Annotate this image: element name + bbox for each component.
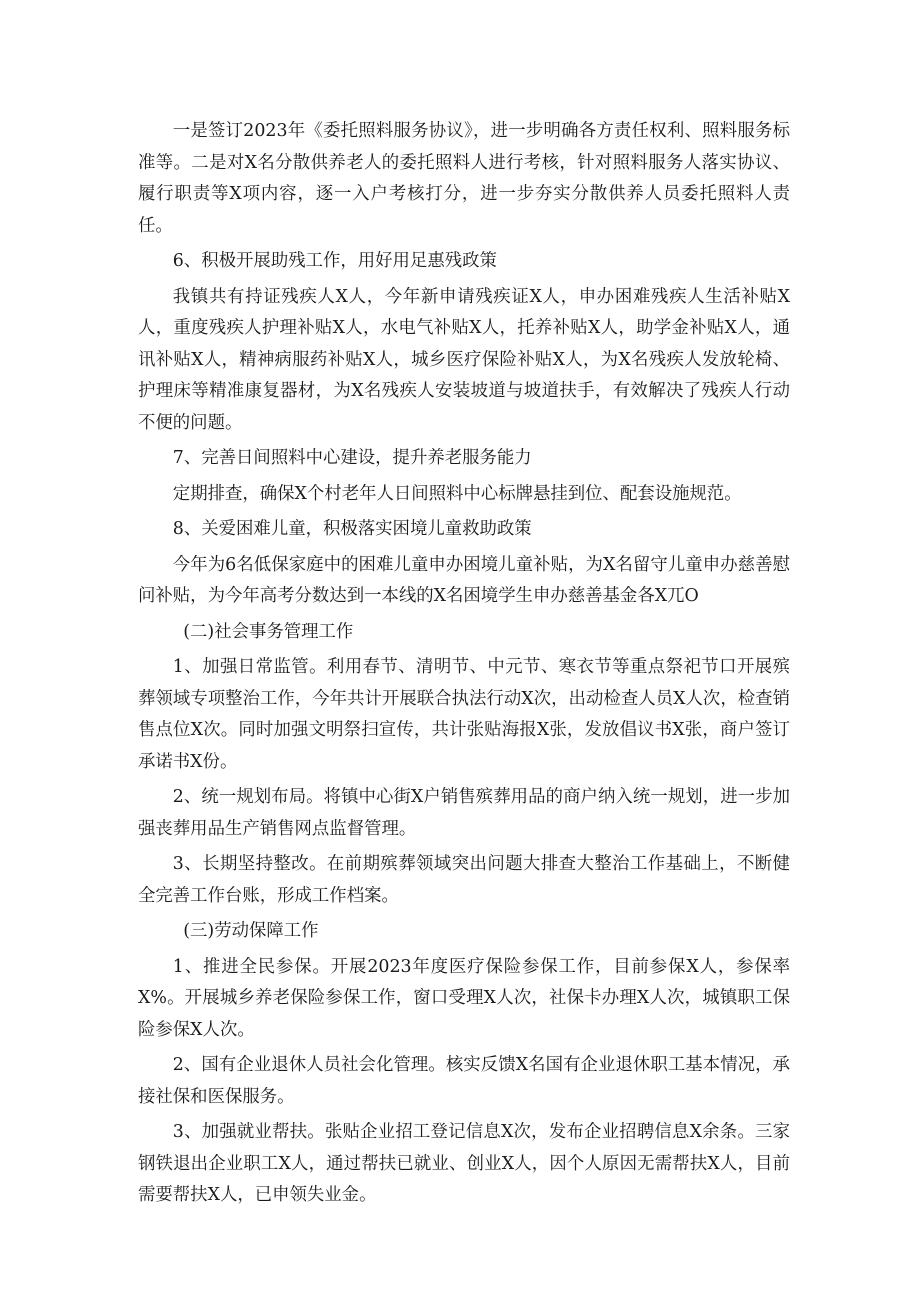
paragraph-insurance-enrollment: 1、推进全民参保。开展2023年度医疗保险参保工作，目前参保X人，参保率X%。开展城乡养老保险参保工作，窗口受理X人次，社保卡办理X人次，城镇职工保险参保X人次。 (138, 956, 790, 1040)
document-page (138, 116, 790, 1212)
paragraph-disability-subsidies: 我镇共有持证残疾人X人，今年新申请残疾证X人，申办困难残疾人生活补贴X人，重度残疾人护理补贴X人，水电气补贴X人，托养补贴X人，助学金补贴X人，通讯补贴X人，精神病服药补贴X人，城乡医疗保险补贴X人，为X名残疾人发放轮椅、护理床等精准康复器材，为X名残疾人安装坡道与坡道扶手，有效解决了残疾人行动不便的问题。 (138, 286, 790, 433)
section-title-social-affairs: (二)社会事务管理工作 (183, 621, 354, 642)
heading-children-care: 8、关爱困难儿童，积极落实困境儿童救助政策 (172, 519, 532, 539)
paragraph-rectification: 3、长期坚持整改。在前期殡葬领域突出问题大排查大整治工作基础上，不断健全完善工作台账，形成工作档案。 (138, 854, 790, 906)
heading-disability-assistance: 6、积极开展助残工作，用好用足惠残政策 (172, 251, 497, 271)
paragraph-daily-supervision: 1、加强日常监管。利用春节、清明节、中元节、寒衣节等重点祭祀节口开展殡葬领域专项整治工作，今年共计开展联合执法行动X次，出动检查人员X人次，检查销售点位X次。同时加强文明祭扫宣传，共计张贴海报X张，发放倡议书X张，商户签订承诺书X份。 (138, 657, 790, 772)
section-title-labor-security: (三)劳动保障工作 (183, 921, 319, 941)
paragraph-day-care-inspection: 定期排查，确保X个村老年人日间照料中心标牌悬挂到位、配套设施规范。 (172, 483, 742, 504)
paragraph-retiree-management: 2、国有企业退休人员社会化管理。核实反馈X名国有企业退休职工基本情况，承接社保和医保服务。 (138, 1055, 790, 1107)
paragraph-children-subsidies: 今年为6名低保家庭中的困难儿童申办困境儿童补贴，为X名留守儿童申办慈善慰问补贴，为今年高考分数达到一本线的X名困境学生申办慈善基金各X兀O (138, 554, 790, 606)
paragraph-unified-planning: 2、统一规划布局。将镇中心街X户销售殡葬用品的商户纳入统一规划，进一步加强丧葬用品生产销售网点监督管理。 (138, 787, 790, 839)
paragraph-employment-assistance: 3、加强就业帮扶。张贴企业招工登记信息X次，发布企业招聘信息X余条。三家钢铁退出企业职工X人，通过帮扶已就业、创业X人，因个人原因无需帮扶X人，目前需要帮扶X人，已申领失业金。 (138, 1122, 790, 1205)
heading-day-care-center: 7、完善日间照料中心建设，提升养老服务能力 (172, 448, 532, 468)
paragraph-care-agreement: 一是签订2023年《委托照料服务协议》，进一步明确各方责任权利、照料服务标准等。二是对X名分散供养老人的委托照料人进行考核，针对照料服务人落实协议、履行职责等X项内容，逐一入户考核打分，进一步夯实分散供养人员委托照料人责任。 (138, 121, 790, 236)
